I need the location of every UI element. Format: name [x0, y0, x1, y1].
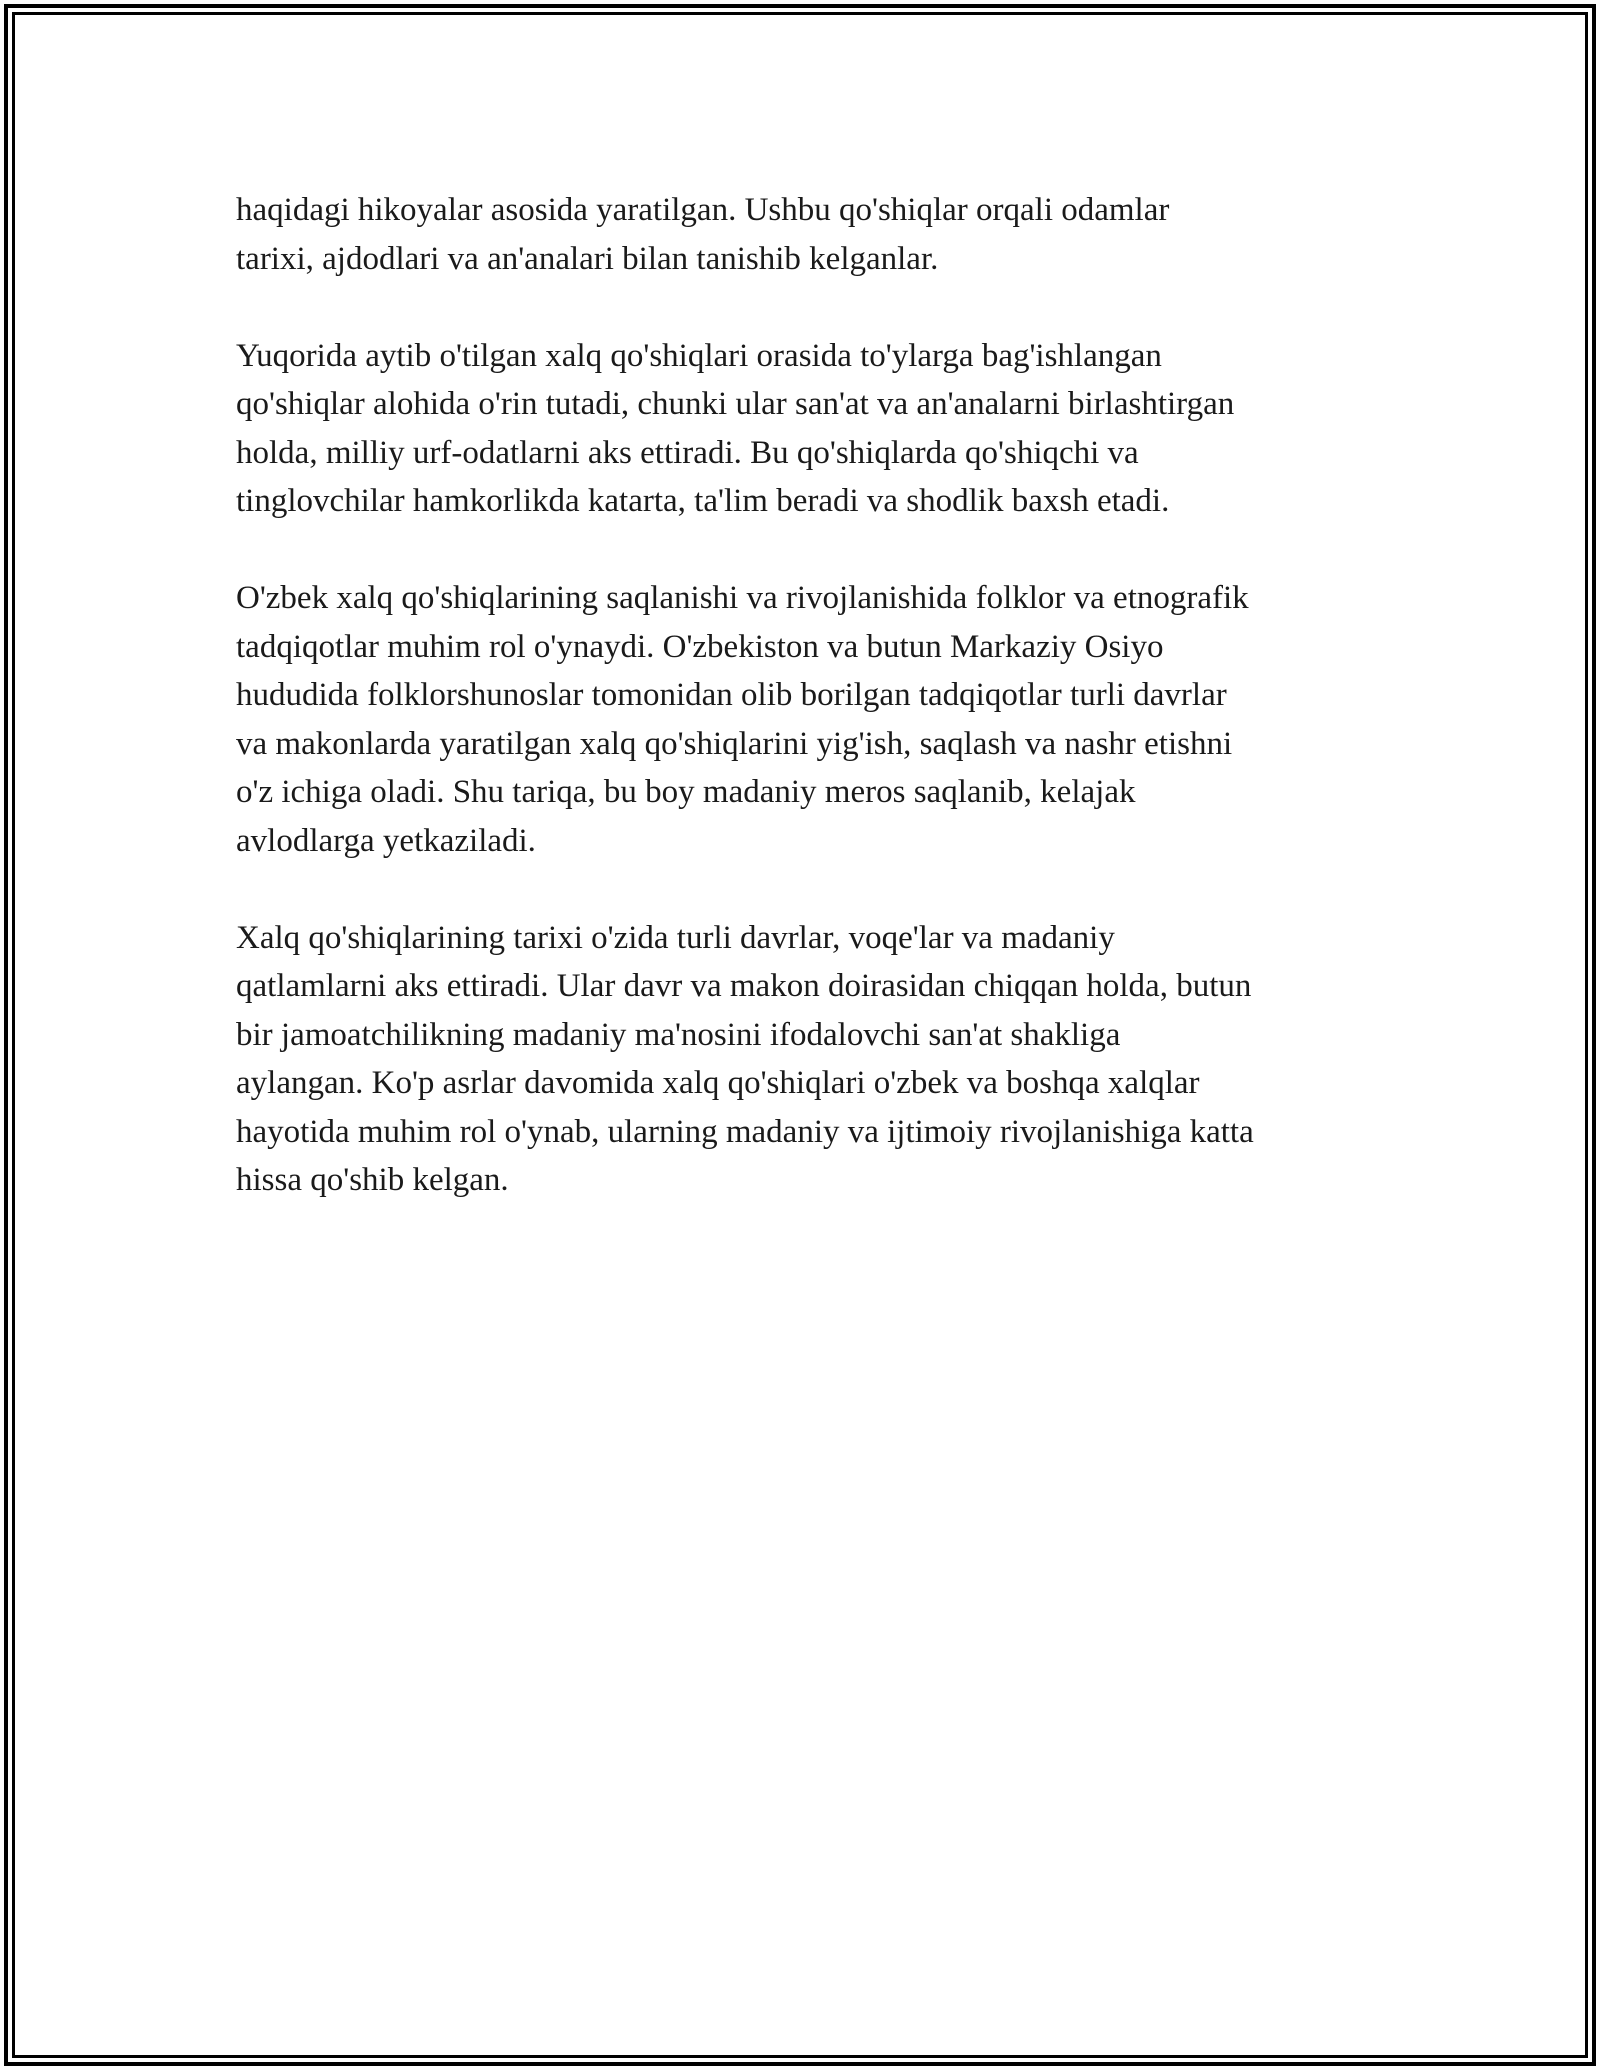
text-line: aylangan. Ko'p asrlar davomida xalq qo'shiqlari o'zbek va boshqa xalqlar — [236, 1065, 1200, 1101]
paragraph-1 — [236, 186, 1376, 283]
document-body — [236, 186, 1376, 1253]
text-line: O'zbek xalq qo'shiqlarining saqlanishi va rivojlanishida folklor va etnografik — [236, 580, 1249, 616]
text-line: tinglovchilar hamkorlikda katarta, ta'lim beradi va shodlik baxsh etadi. — [236, 483, 1170, 519]
text-line: tarixi, ajdodlari va an'analari bilan tanishib kelganlar. — [236, 240, 939, 277]
text-line: haqidagi hikoyalar asosida yaratilgan. Ushbu qo'shiqlar orqali odamlar — [236, 192, 1170, 228]
text-line: o'z ichiga oladi. Shu tariqa, bu boy madaniy meros saqlanib, kelajak — [236, 774, 1136, 810]
text-line: tadqiqotlar muhim rol o'ynaydi. O'zbekiston va butun Markaziy Osiyo — [236, 628, 1164, 665]
text-line: holda, milliy urf-odatlarni aks ettiradi. Bu qo'shiqlarda qo'shiqchi va — [236, 434, 1139, 471]
text-line: Yuqorida aytib o'tilgan xalq qo'shiqlari orasida to'ylarga bag'ishlangan — [236, 337, 1162, 374]
paragraph-3 — [236, 574, 1376, 865]
text-line: qatlamlarni aks ettiradi. Ular davr va makon doirasidan chiqqan holda, butun — [236, 968, 1252, 1004]
text-line: bir jamoatchilikning madaniy ma'nosini ifodalovchi san'at shakliga — [236, 1016, 1121, 1053]
text-line: Xalq qo'shiqlarining tarixi o'zida turli davrlar, voqe'lar va madaniy — [236, 919, 1115, 956]
paragraph-4 — [236, 914, 1376, 1205]
text-line: avlodlarga yetkaziladi. — [236, 822, 536, 859]
text-line: hududida folklorshunoslar tomonidan olib borilgan tadqiqotlar turli davrlar — [236, 677, 1227, 713]
paragraph-2 — [236, 332, 1376, 526]
text-line: hayotida muhim rol o'ynab, ularning madaniy va ijtimoiy rivojlanishiga katta — [236, 1113, 1254, 1150]
text-line: qo'shiqlar alohida o'rin tutadi, chunki ular san'at va an'analarni birlashtirgan — [236, 386, 1235, 422]
text-line: va makonlarda yaratilgan xalq qo'shiqlarini yig'ish, saqlash va nashr etishni — [236, 725, 1233, 762]
text-line: hissa qo'shib kelgan. — [236, 1162, 509, 1198]
